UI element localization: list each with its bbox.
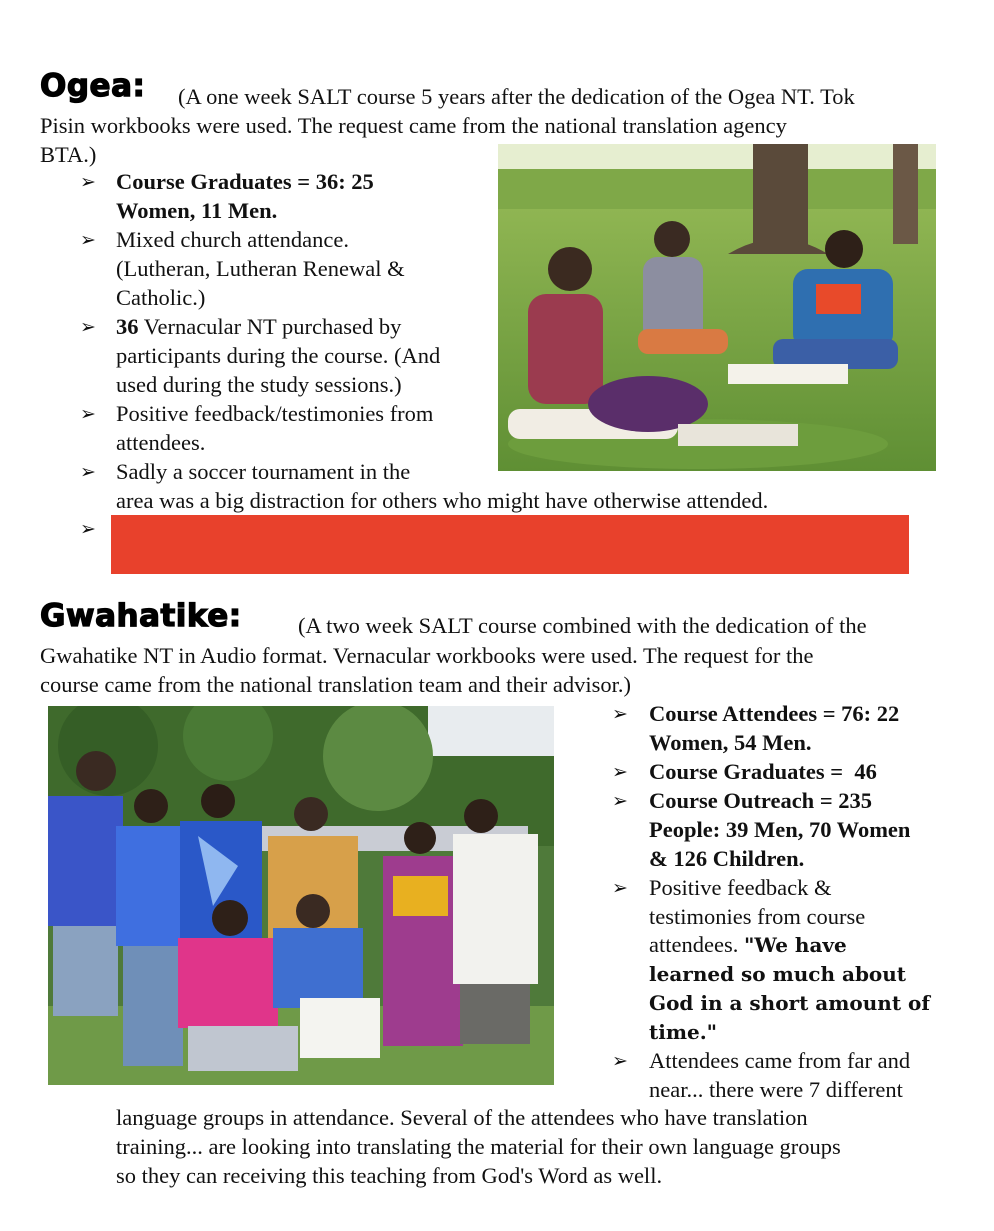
gwahatike-group-photo <box>48 706 554 1085</box>
gwahatike-feedback-line <box>649 931 847 960</box>
gwahatike-intro-line: Gwahatike NT in Audio format. Vernacular workbooks were used. The request for the <box>40 643 814 668</box>
gwahatike-graduates-line: Course Graduates = 46 <box>649 759 877 784</box>
ogea-soccer-line: area was a big distraction for others who might have otherwise attended. <box>116 488 769 513</box>
ogea-nt-text: Vernacular NT purchased by <box>138 314 402 339</box>
ogea-feedback-line: attendees. <box>116 430 206 455</box>
ogea-heading: Ogea: <box>40 68 146 104</box>
gwahatike-groups-line: Attendees came from far and <box>649 1048 911 1073</box>
ogea-church-line: Catholic.) <box>116 285 206 310</box>
ogea-feedback-line: Positive feedback/testimonies from <box>116 401 434 426</box>
gwahatike-feedback-text: attendees. <box>649 932 744 957</box>
bullet-arrow-icon: ➢ <box>80 171 96 193</box>
gwahatike-outreach-line: & 126 Children. <box>649 846 805 871</box>
gwahatike-groups-line: language groups in attendance. Several of the attendees who have translation <box>116 1105 808 1130</box>
gwahatike-quote: learned so much about <box>649 962 907 986</box>
ogea-nt-count: 36 <box>116 314 139 339</box>
ogea-intro-line: BTA.) <box>40 142 97 167</box>
gwahatike-outreach-line: Course Outreach = 235 <box>649 788 873 813</box>
ogea-course-photo <box>498 144 936 471</box>
gwahatike-groups-line: training... are looking into translating the material for their own language groups <box>116 1134 841 1159</box>
gwahatike-feedback-line: testimonies from course <box>649 904 866 929</box>
gwahatike-attendees-line: Women, 54 Men. <box>649 730 812 755</box>
gwahatike-quote: God in a short amount of <box>649 991 930 1015</box>
bullet-arrow-icon: ➢ <box>80 316 96 338</box>
gwahatike-intro-line: course came from the national translation team and their advisor.) <box>40 672 632 697</box>
bullet-arrow-icon: ➢ <box>612 877 628 899</box>
gwahatike-groups-line: near... there were 7 different <box>649 1077 903 1102</box>
gwahatike-feedback-line: Positive feedback & <box>649 875 832 900</box>
ogea-church-line: (Lutheran, Lutheran Renewal & <box>116 256 405 281</box>
gwahatike-intro-line: (A two week SALT course combined with the dedication of the <box>298 613 867 638</box>
ogea-intro-line: Pisin workbooks were used. The request came from the national translation agency <box>40 113 787 138</box>
bullet-arrow-icon: ➢ <box>612 790 628 812</box>
redaction-bar <box>111 515 909 574</box>
bullet-arrow-icon: ➢ <box>80 518 96 540</box>
bullet-arrow-icon: ➢ <box>80 461 96 483</box>
gwahatike-attendees-line: Course Attendees = 76: 22 <box>649 701 900 726</box>
ogea-graduates-line: Women, 11 Men. <box>116 198 278 223</box>
gwahatike-quote: "We have <box>743 933 847 957</box>
bullet-arrow-icon: ➢ <box>612 761 628 783</box>
ogea-nt-line: used during the study sessions.) <box>116 372 402 397</box>
gwahatike-quote: time." <box>649 1020 718 1044</box>
ogea-church-line: Mixed church attendance. <box>116 227 350 252</box>
ogea-soccer-line: Sadly a soccer tournament in the <box>116 459 411 484</box>
ogea-nt-line: participants during the course. (And <box>116 343 441 368</box>
ogea-nt-line <box>116 313 401 342</box>
gwahatike-outreach-line: People: 39 Men, 70 Women <box>649 817 911 842</box>
gwahatike-groups-line: so they can receiving this teaching from God's Word as well. <box>116 1163 663 1188</box>
bullet-arrow-icon: ➢ <box>80 229 96 251</box>
bullet-arrow-icon: ➢ <box>612 703 628 725</box>
ogea-graduates-line: Course Graduates = 36: 25 <box>116 169 374 194</box>
gwahatike-heading: Gwahatike: <box>40 598 242 634</box>
ogea-intro-line: (A one week SALT course 5 years after the dedication of the Ogea NT. Tok <box>178 84 855 109</box>
bullet-arrow-icon: ➢ <box>80 403 96 425</box>
bullet-arrow-icon: ➢ <box>612 1050 628 1072</box>
